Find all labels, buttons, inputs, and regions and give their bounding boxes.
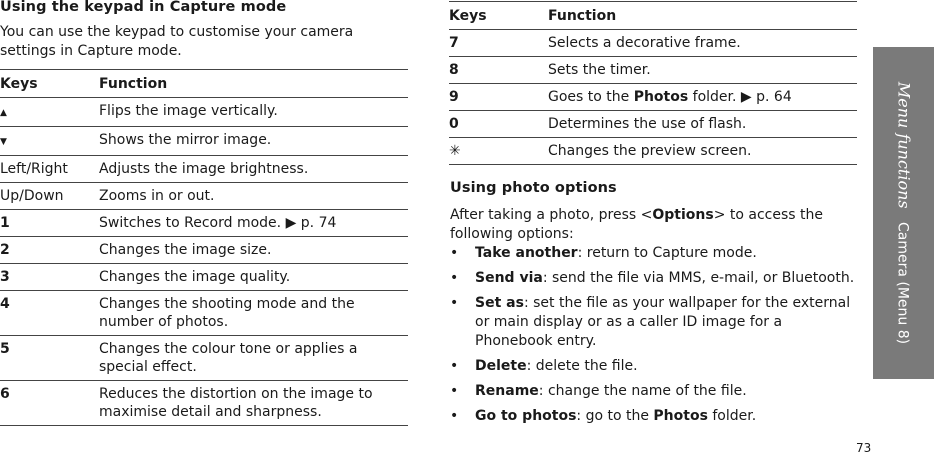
photos-folder-name: Photos — [653, 408, 708, 424]
table-row — [0, 210, 408, 237]
bullet: • — [450, 408, 459, 424]
keypad-table — [0, 69, 408, 426]
col-header-keys: Keys — [449, 2, 548, 30]
key-cell: 8 — [449, 57, 548, 84]
key-cell: Up/Down — [0, 183, 99, 210]
bullet: • — [450, 245, 459, 261]
function-cell: Changes the preview screen. — [548, 138, 857, 165]
photo-options-list — [450, 244, 860, 432]
photos-folder-name: Photos — [633, 89, 689, 105]
function-text: folder. ▶ p. 64 — [688, 89, 792, 105]
key-cell: 2 — [0, 237, 99, 264]
table-row — [0, 156, 408, 183]
function-cell: Switches to Record mode. ▶ p. 74 — [99, 210, 408, 237]
table-row — [449, 111, 857, 138]
option-term: Send via — [475, 270, 543, 286]
table-row — [449, 57, 857, 84]
function-cell: Zooms in or out. — [99, 183, 408, 210]
list-item — [450, 407, 860, 426]
key-cell: 1 — [0, 210, 99, 237]
option-desc: : go to the — [576, 408, 654, 424]
list-item — [450, 382, 860, 401]
triangle-up-icon: ▲ — [0, 108, 7, 118]
keypad-intro: You can use the keypad to customise your camera settings in Capture mode. — [0, 24, 354, 59]
triangle-down-icon: ▼ — [0, 137, 7, 147]
key-cell: 4 — [0, 291, 99, 336]
list-item — [450, 244, 860, 263]
function-cell: Sets the timer. — [548, 57, 857, 84]
function-cell: Selects a decorative frame. — [548, 30, 857, 57]
function-cell: Changes the shooting mode and the number of photos. — [99, 291, 408, 336]
asterisk-key-icon: ✳ — [449, 143, 461, 159]
function-cell: Changes the colour tone or applies a special effect. — [99, 336, 408, 381]
table-row — [0, 291, 408, 336]
bullet: • — [450, 270, 459, 286]
page-number: 73 — [856, 441, 872, 455]
option-term: Rename — [475, 383, 539, 399]
option-term: Set as — [475, 295, 524, 311]
key-cell: 7 — [449, 30, 548, 57]
function-cell: Determines the use of flash. — [548, 111, 857, 138]
function-cell: Adjusts the image brightness. — [99, 156, 408, 183]
table-row — [0, 237, 408, 264]
list-item — [450, 269, 860, 288]
bullet: • — [450, 295, 459, 311]
function-cell — [548, 84, 857, 111]
key-cell: Left/Right — [0, 156, 99, 183]
option-desc: : set the file as your wallpaper for the external or main display or as a caller ID image for a Phonebook entry. — [475, 295, 851, 349]
option-desc: : return to Capture mode. — [577, 245, 757, 261]
key-cell: 9 — [449, 84, 548, 111]
table-row — [0, 183, 408, 210]
section-side-label — [895, 82, 914, 344]
section-title: Menu functions — [894, 81, 914, 209]
subsection-title: Camera (Menu 8) — [894, 221, 911, 345]
options-softkey-label: Options — [652, 207, 714, 223]
option-term: Delete — [475, 358, 527, 374]
function-cell: Changes the image quality. — [99, 264, 408, 291]
list-item — [450, 294, 860, 351]
photo-options-intro — [450, 206, 860, 244]
key-cell: 3 — [0, 264, 99, 291]
col-header-function: Function — [548, 2, 857, 30]
table-row — [0, 127, 408, 156]
intro-text: After taking a photo, press < — [450, 207, 653, 223]
col-header-function: Function — [99, 70, 408, 98]
col-header-keys: Keys — [0, 70, 99, 98]
function-cell: Shows the mirror image. — [99, 127, 408, 156]
bullet: • — [450, 358, 459, 374]
option-term: Take another — [475, 245, 578, 261]
key-cell: 0 — [449, 111, 548, 138]
table-row — [0, 381, 408, 426]
key-cell: 6 — [0, 381, 99, 426]
bullet: • — [450, 383, 459, 399]
option-term: Go to photos — [475, 408, 577, 424]
option-desc: : send the file via MMS, e-mail, or Bluetooth. — [542, 270, 855, 286]
option-desc: : delete the file. — [526, 358, 638, 374]
keypad-table-continued — [449, 1, 857, 165]
table-row — [449, 30, 857, 57]
table-row — [449, 84, 857, 111]
table-row — [0, 98, 408, 127]
keypad-heading: Using the keypad in Capture mode — [0, 0, 287, 15]
table-row — [0, 264, 408, 291]
list-item — [450, 357, 860, 376]
option-desc: : change the name of the file. — [538, 383, 747, 399]
table-row — [0, 336, 408, 381]
function-cell: Changes the image size. — [99, 237, 408, 264]
function-cell: Reduces the distortion on the image to maximise detail and sharpness. — [99, 381, 408, 426]
table-row — [449, 138, 857, 165]
key-cell: 5 — [0, 336, 99, 381]
option-desc: folder. — [707, 408, 757, 424]
function-text: Goes to the — [548, 89, 634, 105]
function-cell: Flips the image vertically. — [99, 98, 408, 127]
photo-options-heading: Using photo options — [450, 180, 617, 196]
intro-text: > to access the following options: — [450, 207, 824, 242]
